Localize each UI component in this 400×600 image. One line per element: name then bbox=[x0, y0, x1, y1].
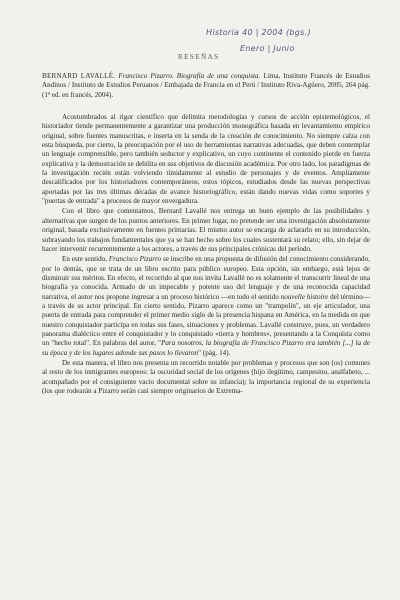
paragraph-3-part-b: se inscribe en una propuesta de difusión del conocimiento considerando, por lo demás, que se trata de un libro escrito para público europeo. Esta opción, sin embargo, está lejos de disminuir sus méritos. En efecto, el recorrido al que nos invita Lavallé no es solamente el transcurrir lineal de una biografía ya conocida. Armado de un impecable y potente uso del lenguaje y de una reconocida capacidad narrativa, el autor nos propone ingresar a un proceso histórico —en todo el sentido bbox=[42, 255, 370, 301]
paragraph-3-book-title: Francisco Pizarro bbox=[108, 255, 162, 264]
paragraph-3 bbox=[42, 255, 370, 358]
handwritten-note-period: Enero | Junio bbox=[240, 44, 295, 53]
handwritten-note-journal: Historia 40 | 2004 (bgs.) bbox=[206, 28, 311, 37]
paragraph-3-part-a: En este sentido, bbox=[62, 255, 108, 264]
citation-details: Lima, Instituto Francés de Estudios Andinos / Instituto de Estudios Peruanos / Embajada de Francia en el Perú / Instituto Riva-Agüero, 2005, 264 pág. (1ª ed. en francés, 2004). bbox=[42, 72, 370, 99]
paragraph-3-nouvelle-histoire: nouvelle histoire bbox=[280, 292, 329, 301]
paragraph-2: Con el libro que comentamos, Bernard Lavallé nos entrega un buen ejemplo de las posibilidades y alternativas que surgen de los puntos anteriores. En primer lugar, no pretende ser una investigación absolutamente original, basada exclusivamente en fuentes primarias. El mismo autor se encarga de aclararlo en su introducción, subrayando los trabajos fundamentales que ya se han hecho sobre los cuales sustentará su relato; ello, sin dejar de hacer intervenir recurrentemente a los actores, a través de sus principales crónicas del período. bbox=[42, 207, 370, 253]
section-heading: RESEÑAS bbox=[178, 53, 220, 61]
citation-author: BERNARD LAVALLÉ. bbox=[42, 72, 116, 80]
paragraph-1: Acostumbrados al rigor científico que delimita metodologías y cursos de acción epistemológicos, el historiador tiende permanentemente a garantizar una producción monográfica basada en levantamiento empírico original, sobre fuentes manuscritas, e inserta en la senda de la creación de conocimiento. No siempre calza con esta búsqueda, por cierto, la preocupación por el uso de herramientas narrativas adecuadas, que deben contemplar un lenguaje comprensible, pero también seductor y explicativo, un cuyo continente el contenido pierde en fuerza explicativa y la demostración se debilita en sus objetivos de discusión académica. Por otro lado, los paradigmas de la investigación recién están volviendo tímidamente al estudio de personajes y de eventos. Ampliamente descalificados por los historiadores contemporáneos, estos tópicos, estudiados desde las nuevas perspectivas aportadas por las tres últimas décadas de avance historiográfico, están dando nuevas vidas como soportes y "puertas de entrada" a procesos de mayor envergadura. bbox=[42, 113, 370, 206]
paragraph-3-part-c: del término— a través de su actor principal. En cierto sentido, Pizarro aparece como un "trampolín", un eje articulador, una puerta de entrada para comprender el primer medio siglo de la presencia hispana en América, en la medida en que nuestro conquistador participa en todas sus fases, situaciones y problemas. Lavallé construye, pues, un verdadero panorama dialéctico entre el conquistador y lo conquistado «tierra y hombres», presentando a la Conquista como un "hecho total". En palabras del autor, " bbox=[42, 292, 370, 348]
review-body bbox=[42, 72, 370, 396]
paragraph-4: De esta manera, el libro nos presenta un recorrido notable por problemas y procesos que son (os) comunes al resto de los inmigrantes europeos: la oscuridad social de los orígenes (hijo ilegítimo, campesino, analfabeto, ... acompañado por el consiguiente vacío documental sobre su infancia); la importancia regional de su experiencia (los que rodearán a Pizarro serán casi siempre originarios de Extrema- bbox=[42, 358, 370, 395]
paragraph-3-author-quote: Para nosotros, la biografía de Francisco Pizarro era también [...] la de su época y de los lugares adonde sus pasos lo llevaron bbox=[42, 339, 370, 357]
book-citation bbox=[42, 72, 370, 100]
citation-title: Francisco Pizarro. Biografía de una conquista. bbox=[118, 72, 261, 80]
paragraph-3-part-d: " (pág. 14). bbox=[198, 348, 231, 357]
